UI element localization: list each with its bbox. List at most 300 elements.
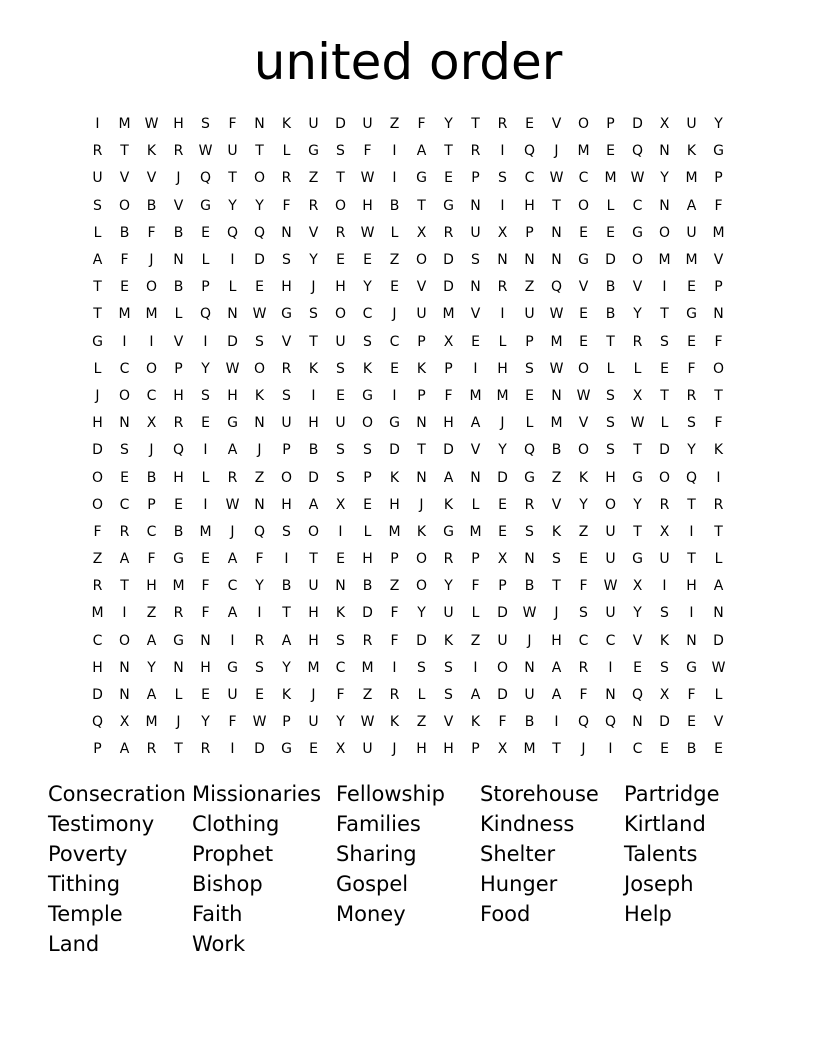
grid-letter: R xyxy=(659,496,670,513)
grid-letter: K xyxy=(416,360,427,377)
grid-letter: Y xyxy=(228,197,237,214)
grid-letter: F xyxy=(228,714,237,731)
grid-letter: M xyxy=(307,659,320,676)
word-item: Temple xyxy=(48,902,123,926)
grid-letter: K xyxy=(335,605,346,622)
grid-letter: S xyxy=(471,252,480,269)
grid-letter: J xyxy=(392,306,397,323)
grid-letter: A xyxy=(443,469,454,486)
grid-letter: J xyxy=(257,442,262,459)
grid-letter: M xyxy=(604,170,617,187)
word-item: Shelter xyxy=(480,842,556,866)
grid-letter: K xyxy=(281,687,292,704)
grid-letter: M xyxy=(523,741,536,758)
grid-letter: A xyxy=(713,578,724,595)
grid-letter: A xyxy=(686,197,697,214)
grid-letter: D xyxy=(659,442,670,459)
grid-letter: D xyxy=(497,687,508,704)
grid-letter: L xyxy=(471,605,480,622)
grid-letter: F xyxy=(93,523,102,540)
grid-letter: C xyxy=(92,632,103,649)
grid-row xyxy=(84,655,732,682)
grid-letter: R xyxy=(497,279,508,296)
word-item: Money xyxy=(336,902,406,926)
grid-letter: W xyxy=(549,360,564,377)
grid-letter: M xyxy=(577,143,590,160)
grid-row xyxy=(84,546,732,573)
grid-letter: T xyxy=(282,605,291,622)
grid-letter: A xyxy=(551,659,562,676)
grid-letter: Y xyxy=(282,659,291,676)
grid-letter: P xyxy=(525,333,534,350)
grid-letter: P xyxy=(471,551,480,568)
grid-letter: I xyxy=(284,551,289,568)
grid-letter: P xyxy=(363,469,372,486)
grid-letter: W xyxy=(630,170,645,187)
grid-letter: R xyxy=(713,496,724,513)
grid-letter: N xyxy=(659,143,670,160)
word-item: Families xyxy=(336,812,421,836)
grid-letter: L xyxy=(606,360,615,377)
grid-letter: X xyxy=(632,578,643,595)
grid-letter: A xyxy=(227,551,238,568)
grid-letter: B xyxy=(146,197,157,214)
grid-letter: M xyxy=(469,387,482,404)
grid-letter: Y xyxy=(201,714,210,731)
grid-row xyxy=(84,628,732,655)
grid-letter: I xyxy=(500,143,505,160)
grid-letter: X xyxy=(146,415,157,432)
grid-letter: T xyxy=(120,578,129,595)
grid-letter: Z xyxy=(362,687,373,704)
word-column xyxy=(624,779,768,959)
grid-letter: V xyxy=(632,632,643,649)
grid-letter: D xyxy=(254,252,265,269)
grid-letter: R xyxy=(470,143,481,160)
grid-letter: O xyxy=(91,496,104,513)
grid-letter: S xyxy=(525,360,534,377)
grid-letter: K xyxy=(551,523,562,540)
grid-letter: M xyxy=(145,306,158,323)
grid-letter: G xyxy=(227,659,238,676)
word-item: Sharing xyxy=(336,842,417,866)
grid-letter: Q xyxy=(226,224,239,241)
grid-letter: N xyxy=(119,687,130,704)
grid-letter: E xyxy=(336,387,345,404)
grid-letter: Y xyxy=(660,170,669,187)
grid-letter: I xyxy=(230,632,235,649)
word-item: Faith xyxy=(192,902,243,926)
grid-letter: Y xyxy=(444,578,453,595)
grid-row xyxy=(84,165,732,192)
grid-letter: P xyxy=(282,714,291,731)
grid-letter: H xyxy=(443,741,454,758)
grid-letter: E xyxy=(120,279,129,296)
grid-letter: U xyxy=(497,632,508,649)
grid-letter: Z xyxy=(146,605,157,622)
grid-letter: U xyxy=(443,605,454,622)
grid-row xyxy=(84,682,732,709)
grid-letter: B xyxy=(551,442,562,459)
grid-letter: A xyxy=(470,687,481,704)
grid-letter: B xyxy=(173,224,184,241)
grid-letter: E xyxy=(336,252,345,269)
grid-row xyxy=(84,736,732,763)
grid-letter: V xyxy=(146,170,157,187)
grid-letter: I xyxy=(473,659,478,676)
grid-letter: S xyxy=(687,415,696,432)
grid-row xyxy=(84,410,732,437)
grid-letter: O xyxy=(334,197,347,214)
grid-letter: Q xyxy=(550,279,563,296)
word-column xyxy=(48,779,192,959)
grid-letter: E xyxy=(363,252,372,269)
grid-letter: V xyxy=(578,279,589,296)
grid-letter: D xyxy=(443,252,454,269)
word-item: Partridge xyxy=(624,782,720,806)
grid-letter: N xyxy=(254,496,265,513)
grid-letter: E xyxy=(687,279,696,296)
word-item: Land xyxy=(48,932,100,956)
grid-letter: E xyxy=(606,143,615,160)
grid-letter: T xyxy=(552,578,561,595)
grid-letter: N xyxy=(254,415,265,432)
grid-letter: J xyxy=(500,415,505,432)
grid-letter: S xyxy=(606,415,615,432)
grid-letter: T xyxy=(552,197,561,214)
grid-letter: V xyxy=(551,116,562,133)
grid-letter: I xyxy=(473,360,478,377)
grid-letter: M xyxy=(442,306,455,323)
word-item: Hunger xyxy=(480,872,558,896)
grid-letter: V xyxy=(443,714,454,731)
grid-letter: O xyxy=(334,306,347,323)
grid-letter: I xyxy=(257,605,262,622)
grid-letter: O xyxy=(280,469,293,486)
grid-row xyxy=(84,220,732,247)
grid-letter: I xyxy=(716,469,721,486)
grid-letter: S xyxy=(606,387,615,404)
grid-letter: I xyxy=(392,659,397,676)
grid-letter: V xyxy=(281,333,292,350)
grid-letter: D xyxy=(254,741,265,758)
grid-letter: L xyxy=(390,224,399,241)
grid-letter: T xyxy=(606,333,615,350)
grid-letter: H xyxy=(335,279,346,296)
grid-letter: U xyxy=(308,578,319,595)
grid-letter: D xyxy=(632,116,643,133)
grid-letter: G xyxy=(578,252,589,269)
grid-letter: K xyxy=(389,469,400,486)
word-item: Help xyxy=(624,902,672,926)
grid-letter: L xyxy=(174,687,183,704)
grid-letter: M xyxy=(361,659,374,676)
grid-letter: G xyxy=(200,197,211,214)
grid-letter: J xyxy=(311,279,316,296)
grid-letter: X xyxy=(659,687,670,704)
grid-row xyxy=(84,247,732,274)
grid-letter: K xyxy=(443,632,454,649)
grid-letter: V xyxy=(632,279,643,296)
grid-letter: A xyxy=(92,252,103,269)
grid-letter: L xyxy=(201,252,210,269)
grid-letter: Z xyxy=(470,632,481,649)
word-item: Consecration xyxy=(48,782,186,806)
grid-letter: M xyxy=(496,387,509,404)
grid-letter: J xyxy=(311,687,316,704)
grid-letter: O xyxy=(658,224,671,241)
grid-letter: K xyxy=(389,714,400,731)
grid-letter: U xyxy=(605,605,616,622)
grid-letter: K xyxy=(146,143,157,160)
grid-letter: E xyxy=(120,469,129,486)
grid-letter: W xyxy=(225,360,240,377)
grid-letter: J xyxy=(176,714,181,731)
grid-letter: O xyxy=(415,551,428,568)
grid-letter: I xyxy=(392,170,397,187)
grid-letter: F xyxy=(444,387,453,404)
grid-letter: Q xyxy=(523,442,536,459)
grid-letter: F xyxy=(714,415,723,432)
grid-letter: B xyxy=(389,197,400,214)
grid-letter: I xyxy=(608,741,613,758)
grid-letter: X xyxy=(119,714,130,731)
grid-letter: Z xyxy=(389,252,400,269)
grid-letter: I xyxy=(662,279,667,296)
grid-letter: T xyxy=(417,442,426,459)
grid-letter: Q xyxy=(172,442,185,459)
grid-letter: I xyxy=(554,714,559,731)
grid-letter: D xyxy=(713,632,724,649)
grid-letter: Q xyxy=(253,224,266,241)
grid-letter: J xyxy=(95,387,100,404)
grid-letter: R xyxy=(443,224,454,241)
grid-letter: J xyxy=(149,252,154,269)
grid-letter: S xyxy=(120,442,129,459)
grid-letter: L xyxy=(606,197,615,214)
word-list xyxy=(48,779,768,959)
grid-letter: U xyxy=(524,687,535,704)
grid-letter: U xyxy=(335,333,346,350)
grid-letter: T xyxy=(552,741,561,758)
grid-letter: N xyxy=(686,632,697,649)
grid-letter: N xyxy=(416,469,427,486)
grid-letter: U xyxy=(281,415,292,432)
grid-letter: T xyxy=(714,387,723,404)
grid-letter: D xyxy=(92,442,103,459)
grid-letter: U xyxy=(362,741,373,758)
grid-letter: F xyxy=(201,605,210,622)
grid-letter: K xyxy=(686,143,697,160)
grid-row xyxy=(84,383,732,410)
grid-letter: U xyxy=(524,306,535,323)
grid-letter: D xyxy=(497,469,508,486)
grid-letter: F xyxy=(390,605,399,622)
grid-letter: F xyxy=(147,551,156,568)
grid-letter: P xyxy=(498,578,507,595)
grid-letter: N xyxy=(119,415,130,432)
word-item: Gospel xyxy=(336,872,409,896)
grid-letter: E xyxy=(525,387,534,404)
grid-letter: L xyxy=(714,687,723,704)
grid-letter: W xyxy=(549,306,564,323)
grid-letter: P xyxy=(417,333,426,350)
grid-letter: L xyxy=(660,415,669,432)
grid-letter: R xyxy=(497,116,508,133)
grid-letter: S xyxy=(579,605,588,622)
grid-letter: J xyxy=(554,605,559,622)
grid-letter: Y xyxy=(633,496,642,513)
grid-letter: C xyxy=(578,170,589,187)
grid-letter: I xyxy=(230,252,235,269)
grid-letter: Z xyxy=(416,714,427,731)
grid-letter: L xyxy=(174,306,183,323)
grid-letter: O xyxy=(577,116,590,133)
grid-letter: Z xyxy=(389,116,400,133)
grid-letter: T xyxy=(687,551,696,568)
grid-letter: F xyxy=(228,116,237,133)
grid-letter: G xyxy=(362,387,373,404)
grid-letter: H xyxy=(173,116,184,133)
word-item: Talents xyxy=(624,842,698,866)
grid-row xyxy=(84,274,732,301)
grid-letter: H xyxy=(308,605,319,622)
grid-letter: X xyxy=(659,116,670,133)
grid-letter: V xyxy=(119,170,130,187)
grid-letter: W xyxy=(603,578,618,595)
grid-letter: H xyxy=(227,387,238,404)
grid-letter: F xyxy=(498,714,507,731)
grid-letter: R xyxy=(92,578,103,595)
grid-letter: U xyxy=(470,224,481,241)
grid-letter: C xyxy=(389,333,400,350)
grid-letter: H xyxy=(497,360,508,377)
grid-letter: K xyxy=(713,442,724,459)
grid-letter: Q xyxy=(523,143,536,160)
grid-letter: Q xyxy=(199,170,212,187)
grid-letter: D xyxy=(335,116,346,133)
grid-letter: Q xyxy=(91,714,104,731)
grid-letter: A xyxy=(227,605,238,622)
grid-letter: H xyxy=(308,632,319,649)
grid-letter: U xyxy=(416,306,427,323)
grid-letter: T xyxy=(309,551,318,568)
grid-letter: T xyxy=(687,496,696,513)
grid-letter: L xyxy=(471,496,480,513)
grid-letter: S xyxy=(660,333,669,350)
grid-letter: I xyxy=(392,143,397,160)
grid-letter: N xyxy=(524,659,535,676)
grid-letter: G xyxy=(686,306,697,323)
grid-letter: H xyxy=(686,578,697,595)
grid-letter: D xyxy=(308,469,319,486)
grid-letter: H xyxy=(416,741,427,758)
grid-letter: R xyxy=(362,632,373,649)
grid-letter: S xyxy=(336,442,345,459)
grid-letter: Y xyxy=(255,197,264,214)
grid-letter: F xyxy=(201,578,210,595)
grid-letter: G xyxy=(443,523,454,540)
grid-letter: K xyxy=(254,387,265,404)
grid-letter: L xyxy=(93,224,102,241)
grid-letter: N xyxy=(713,306,724,323)
grid-letter: S xyxy=(498,170,507,187)
grid-letter: I xyxy=(392,387,397,404)
grid-letter: O xyxy=(415,578,428,595)
grid-letter: F xyxy=(417,116,426,133)
grid-letter: A xyxy=(470,415,481,432)
grid-letter: E xyxy=(579,306,588,323)
grid-letter: M xyxy=(145,714,158,731)
grid-letter: W xyxy=(360,170,375,187)
grid-letter: S xyxy=(282,523,291,540)
grid-letter: E xyxy=(201,551,210,568)
grid-letter: J xyxy=(149,442,154,459)
grid-letter: H xyxy=(281,496,292,513)
grid-letter: S xyxy=(309,306,318,323)
grid-letter: H xyxy=(92,659,103,676)
grid-letter: T xyxy=(309,333,318,350)
grid-letter: G xyxy=(524,469,535,486)
grid-row xyxy=(84,193,732,220)
grid-letter: I xyxy=(689,605,694,622)
grid-letter: S xyxy=(660,605,669,622)
grid-letter: Q xyxy=(631,687,644,704)
grid-letter: C xyxy=(632,197,643,214)
grid-row xyxy=(84,573,732,600)
grid-letter: I xyxy=(500,197,505,214)
grid-letter: Q xyxy=(604,714,617,731)
grid-letter: I xyxy=(689,523,694,540)
grid-letter: N xyxy=(119,659,130,676)
grid-letter: W xyxy=(225,496,240,513)
grid-letter: U xyxy=(227,143,238,160)
grid-letter: N xyxy=(200,632,211,649)
grid-letter: T xyxy=(714,523,723,540)
grid-letter: E xyxy=(201,415,210,432)
grid-letter: H xyxy=(92,415,103,432)
grid-letter: Y xyxy=(201,360,210,377)
grid-letter: X xyxy=(497,551,508,568)
grid-letter: L xyxy=(282,143,291,160)
grid-row xyxy=(84,709,732,736)
grid-letter: F xyxy=(147,224,156,241)
grid-letter: R xyxy=(524,496,535,513)
grid-letter: T xyxy=(336,170,345,187)
grid-letter: A xyxy=(146,687,157,704)
grid-letter: N xyxy=(281,224,292,241)
grid-letter: E xyxy=(174,496,183,513)
grid-letter: W xyxy=(252,714,267,731)
grid-letter: T xyxy=(120,143,129,160)
grid-letter: M xyxy=(685,252,698,269)
grid-letter: B xyxy=(605,279,616,296)
grid-letter: K xyxy=(443,496,454,513)
grid-letter: V xyxy=(173,197,184,214)
grid-letter: I xyxy=(230,741,235,758)
grid-letter: M xyxy=(469,523,482,540)
grid-letter: M xyxy=(118,306,131,323)
grid-letter: N xyxy=(173,252,184,269)
grid-row xyxy=(84,464,732,491)
grid-letter: R xyxy=(173,605,184,622)
grid-letter: R xyxy=(254,632,265,649)
grid-letter: H xyxy=(605,469,616,486)
grid-letter: U xyxy=(659,551,670,568)
grid-letter: V xyxy=(308,224,319,241)
grid-letter: O xyxy=(118,632,131,649)
grid-letter: E xyxy=(444,170,453,187)
